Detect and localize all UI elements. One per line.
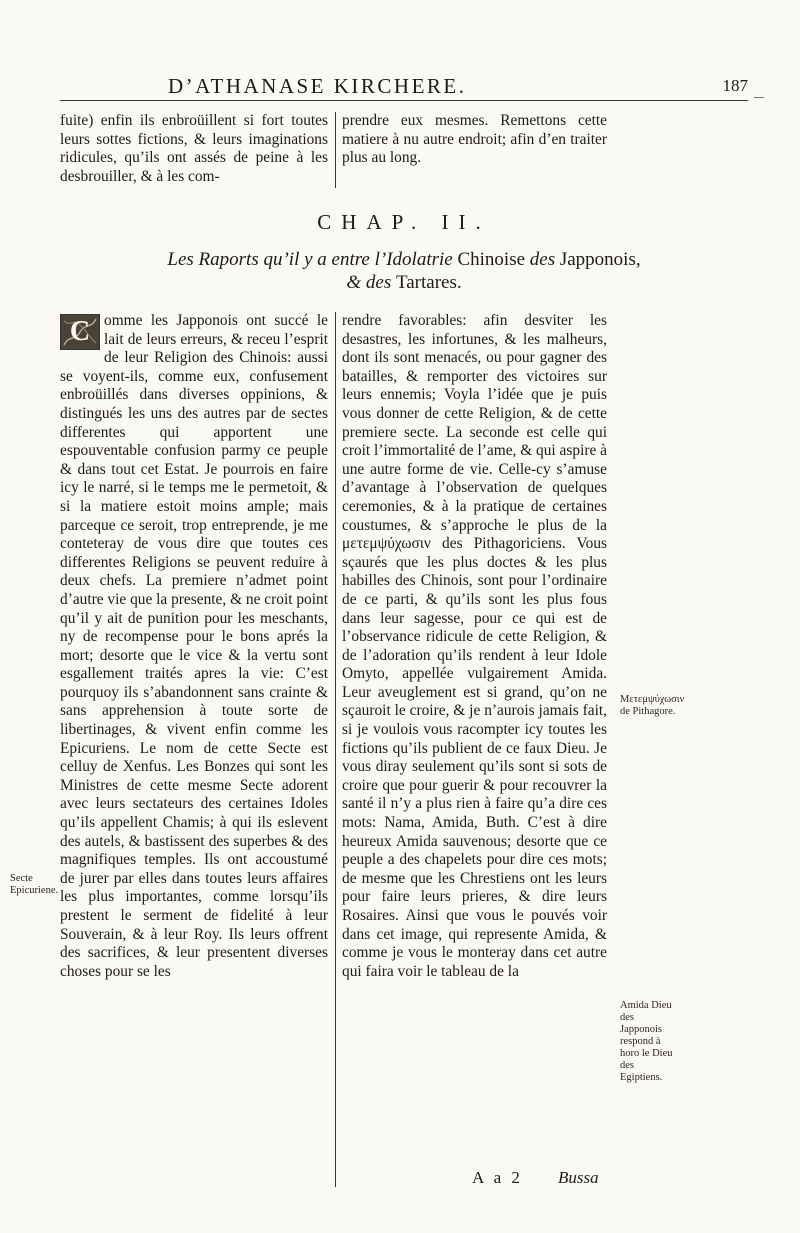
heading-part-3: des xyxy=(529,249,556,270)
top-right-column xyxy=(342,112,607,168)
running-head xyxy=(60,74,748,98)
signature-mark: A a 2 xyxy=(472,1168,523,1187)
heading-part-5: & des xyxy=(346,272,392,293)
heading-part-1: Les Raports qu’il y a entre l’Idolatrie xyxy=(167,249,453,270)
margin-note-pithagore: Μετεμψύχωσιν de Pithagore. xyxy=(620,694,685,717)
main-right-text: rendre favorables: afin desviter les desastres, les infortunes, & les malheurs, dont ils sont menacés, ou pour gagner des batailles, & remporter des victoires sur leurs ennemis; Voyla l’idée que je puis vous donner de cette Religion, & de cette premiere secte. La seconde est celle qui croit l’immortalité de l’ame, & qui aspire à une autre forme de vie. Celle-cy s’amuse d’avantage à l’observation de quelques ceremonies, & à la pratique de certaines coustumes, & s’approche le plus de la μετεμψύχωσιν des Pithagoriciens. Vous sçaurés que les plus doctes & les plus habilles des Chinois, sont pour l’ordinaire de ce parti, & qu’ils sont les plus fous dans leur sagesse, pour ce qui est de l’observance ridicule de cette Religion, & de l’adoration qu’ils rendent à leur Idole Omyto, appellée vulgairement Amida. Leur aveuglement est si grand, qu’on ne sçauroit le croire, & je n’aurois jamais fait, si je voulois vous racompter icy toutes les fictions qu’ils publient de ce faux Dieu. Je vous diray seulement qu’ils sont si sots de croire que pour guerir & pour recouvrer la santé il n’y a plus rien à faire qu’a dire ces mots: Nama, Amida, Buth. C’est à dire heureux Amida sauvenous; desorte que ce peuple a des chapelets pour dire ces mots; de mesme que les Chrestiens ont les leurs pour faire leurs prieres, & dire leurs Rosaires. Ainsi que vous le pouvés voir dans cet image, qui represente Amida, & comme je vous le monteray dans cet autre qui faira voir le tableau de la xyxy=(342,312,607,980)
top-left-column xyxy=(60,112,328,186)
margin-note-amida: Amida Dieu des Japponois respond à horo le Dieu des Egiptiens. xyxy=(620,1000,673,1083)
heading-part-4: Japponois, xyxy=(559,249,641,270)
margin-note-secte-epicuriene: Secte Epicuriene. xyxy=(10,873,59,896)
top-left-text: fuite) enfin ils enbroüillent si fort toutes leurs sottes fictions, & leurs imaginations ridicules, qu’ils ont assés de peine à les desbrouiller, & à les com- xyxy=(60,112,328,185)
main-left-text: omme les Japponois ont succé le lait de leurs erreurs, & receu l’esprit de leur Religion des Chinois: aussi se voyent-ils, comme eux, confusement enbroüillés dans diverses oppinions, & distingués les uns des autres par de sectes differentes qui apportent une espouventable confusion parmy ce peuple & dans tout cet Estat. Je pourrois en faire icy le narré, si le temps me le permetoit, & si la matiere estoit moins ample; mais parceque ce seroit, trop entreprende, je me conteteray de vous dire que toutes ces differentes Religions se peuvent reduire à deux chefs. La premiere n’admet point d’autre vie que la presente, & ne croit point qu’il y ait de punition pour les meschants, ny de recompense pour le bons aprés la mort; desorte que le vice & la vertu sont esgallement traités apres la vie: C’est pourquoy ils s’abandonnent sans crainte & sans apprehension à toute sorte de libertinages, & vivent enfin comme les Epicuriens. Le nom de cette Secte est celluy de Xenfus. Les Bonzes qui sont les Ministres de cette mesme Secte adorent avec leurs sectateurs des certaines Idoles qu’ils appellent Chamis; à qui ils eslevent des autels, & bastissent des superbes & des magnifiques temples. Ils ont accoustumé de jurer par elles dans toutes leurs affaires les plus importantes, comme lorsqu’ils prestent le serment de fidelité à leur Souverain, & à leur Roy. Ils leurs offrent des sacrifices, & leur presentent diverses choses pour se les xyxy=(60,312,328,980)
chapter-heading xyxy=(60,248,748,294)
column-divider-top xyxy=(335,112,336,188)
main-right-column xyxy=(342,312,607,981)
chapter-title: CHAP. II. xyxy=(317,210,491,234)
main-left-column xyxy=(60,312,328,981)
page-number: 187 xyxy=(722,76,748,95)
heading-part-6: Tartares. xyxy=(395,272,462,293)
header-rule xyxy=(60,100,748,101)
initial-letter: C xyxy=(69,316,91,347)
ornamental-initial xyxy=(60,314,100,350)
catchword: Bussa xyxy=(558,1168,599,1187)
column-divider-main xyxy=(335,312,336,1187)
heading-part-2: Chinoise xyxy=(457,249,526,270)
running-head-title: D’ATHANASE KIRCHERE. xyxy=(168,74,467,98)
pencil-mark xyxy=(754,97,764,98)
top-right-text: prendre eux mesmes. Remettons cette matiere à nu autre endroit; afin d’en traiter plus au long. xyxy=(342,112,607,167)
